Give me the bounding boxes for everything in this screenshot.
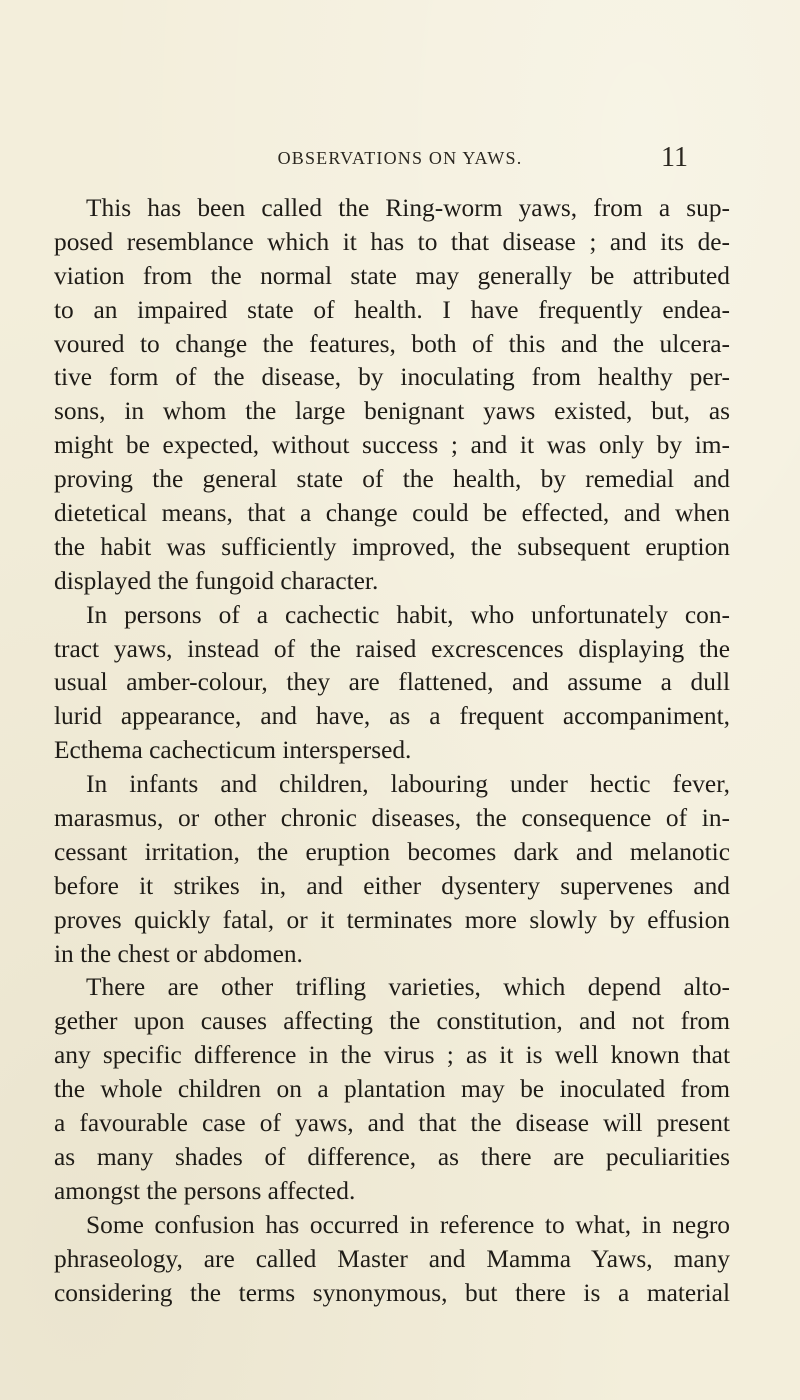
text-line: any specific difference in the virus ; as it is well known that	[54, 1041, 730, 1070]
text-line: Some confusion has occurred in reference to what, in negro	[86, 1210, 730, 1239]
text-line: as many shades of difference, as there are peculiarities	[54, 1142, 730, 1171]
text-line: gether upon causes affecting the constitution, and not from	[54, 1007, 730, 1036]
text-line: amongst the persons affected.	[54, 1176, 356, 1205]
text-line: to an impaired state of health. I have frequently endea-	[54, 295, 730, 324]
text-line: marasmus, or other chronic diseases, the consequence of in-	[54, 804, 730, 833]
text-line: In infants and children, labouring under hectic fever,	[86, 770, 730, 799]
page-number: 11	[661, 142, 688, 173]
text-line: displayed the fungoid character.	[54, 566, 379, 595]
text-line: tive form of the disease, by inoculating from healthy per-	[54, 363, 730, 392]
running-head	[0, 142, 800, 178]
text-line: lurid appearance, and have, as a frequent accompaniment,	[54, 702, 730, 731]
text-line: proving the general state of the health, by remedial and	[54, 465, 730, 494]
text-line: proves quickly fatal, or it terminates more slowly by effusion	[54, 905, 730, 934]
text-line: dietetical means, that a change could be effected, and when	[54, 499, 730, 528]
text-line: There are other trifling varieties, which depend alto-	[86, 973, 730, 1002]
text-line: before it strikes in, and either dysentery supervenes and	[54, 871, 730, 900]
text-line: In persons of a cachectic habit, who unfortunately con-	[86, 600, 730, 629]
text-line: might be expected, without success ; and it was only by im-	[54, 431, 730, 460]
text-line: in the chest or abdomen.	[54, 939, 303, 968]
text-line: usual amber-colour, they are flattened, and assume a dull	[54, 668, 730, 697]
text-line: phraseology, are called Master and Mamma Yaws, many	[54, 1244, 730, 1273]
text-line: Ecthema cachecticum interspersed.	[54, 736, 412, 765]
text-line: voured to change the features, both of this and the ulcera-	[54, 329, 730, 358]
text-line: posed resemblance which it has to that disease ; and its de-	[54, 227, 730, 256]
body-text	[54, 192, 730, 1310]
text-line: the habit was sufficiently improved, the subsequent eruption	[54, 532, 730, 561]
text-line: viation from the normal state may generally be attributed	[54, 261, 730, 290]
text-line: considering the terms synonymous, but there is a material	[54, 1278, 730, 1307]
text-line: sons, in whom the large benignant yaws existed, but, as	[54, 397, 730, 426]
text-line: cessant irritation, the eruption becomes dark and melanotic	[54, 837, 730, 866]
text-line: the whole children on a plantation may be inoculated from	[54, 1075, 730, 1104]
text-line: a favourable case of yaws, and that the disease will present	[54, 1109, 730, 1138]
text-line: This has been called the Ring-worm yaws, from a sup-	[86, 194, 730, 222]
running-title: OBSERVATIONS ON YAWS.	[277, 148, 523, 168]
text-line: tract yaws, instead of the raised excrescences displaying the	[54, 634, 730, 663]
